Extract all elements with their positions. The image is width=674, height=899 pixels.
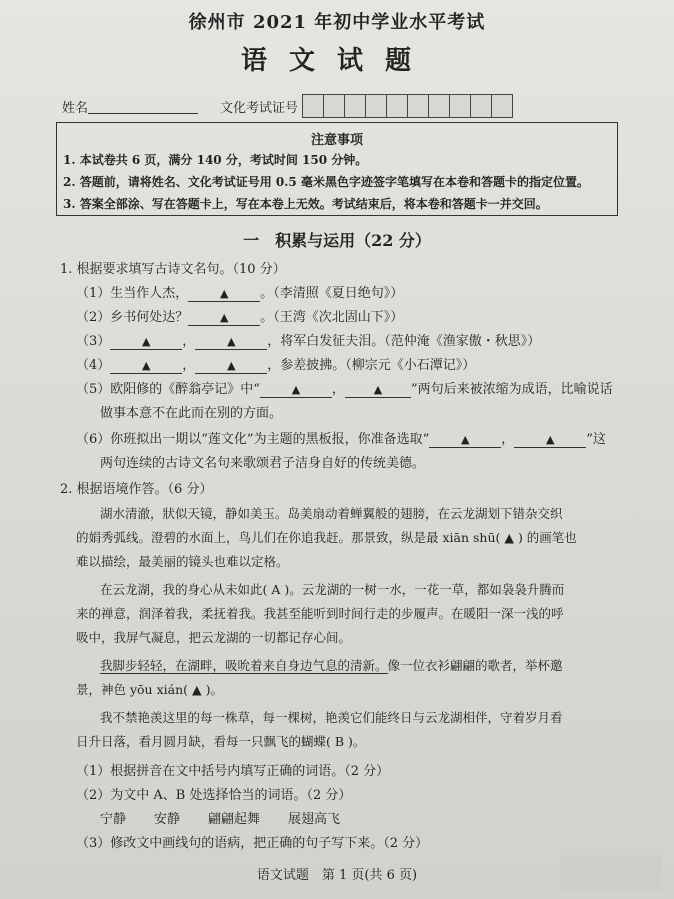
q1-item-4: （4） ▲ ， ▲ ，参差披拂。（柳宗元《小石潭记》）	[76, 358, 476, 373]
id-digit-box[interactable]	[449, 94, 470, 118]
q1-item-6: （6）你班拟出一期以“莲文化”为主题的黑板报，你准备选取“ ▲ ， ▲ ”这	[76, 432, 606, 447]
passage-line: 景，神色 yōu xián( ▲ )。	[76, 682, 223, 697]
option: 翩翩起舞	[208, 812, 261, 827]
passage-line: 湖水清澈，狀似天镜，静如美玉。岛美扇动着蝉翼般的翅膀，在云龙湖划下错杂交织	[100, 506, 563, 521]
answer-blank[interactable]: ▲	[260, 382, 332, 398]
answer-blank[interactable]: ▲	[345, 382, 411, 398]
answer-blank[interactable]: ▲	[195, 358, 267, 374]
answer-blank[interactable]: ▲	[429, 432, 501, 448]
id-digit-box[interactable]	[386, 94, 407, 118]
q1-item-6-cont: 两句连续的古诗文名句来歌颂君子洁身自好的传统美德。	[100, 456, 426, 471]
id-digit-box[interactable]	[470, 94, 491, 118]
passage-line: 的娟秀弧线。澄碧的水面上，鸟儿们在你追我赶。那景致，纵是最 xiān shū( ▲ ) 的画笔也	[76, 530, 577, 545]
notice-item: 2. 答题前，请将姓名、文化考试证号用 0.5 毫米黑色字迹签字笔填写在本卷和答题卡的指定位置。	[63, 175, 589, 189]
smudge-mark	[560, 855, 662, 891]
question-2-stem: 2. 根据语境作答。（6 分）	[60, 482, 213, 497]
notice-box	[56, 122, 618, 216]
q1-item-1: （1）生当作人杰， ▲ 。（李清照《夏日绝句》）	[76, 286, 404, 301]
q2-sub-1: （1）根据拼音在文中括号内填写正确的词语。（2 分）	[76, 764, 390, 779]
answer-blank[interactable]: ▲	[195, 334, 267, 350]
q1-item-5: （5）欧阳修的《醉翁亭记》中“ ▲ ， ▲ ”两句后来被浓缩为成语，比喻说话	[76, 382, 613, 397]
option: 宁静	[100, 812, 127, 827]
id-digit-box[interactable]	[302, 94, 323, 118]
name-field[interactable]	[88, 99, 198, 114]
candidate-info-row	[62, 94, 513, 118]
passage-line: 吸中，我屏气凝息，把云龙湖的一切都记存心间。	[76, 630, 352, 645]
notice-item: 3. 答案全部涂、写在答题卡上，写在本卷上无效。考试结束后，将本卷和答题卡一并交回。	[63, 197, 548, 211]
option: 安静	[154, 812, 181, 827]
q2-sub-3: （3）修改文中画线句的语病，把正确的句子写下来。（2 分）	[76, 836, 429, 851]
passage-line: 我不禁艳羡这里的每一株草，每一棵树，艳羡它们能终日与云龙湖相伴，守着岁月看	[100, 710, 563, 725]
id-digit-box[interactable]	[491, 94, 513, 118]
question-1-stem: 1. 根据要求填写古诗文名句。（10 分）	[60, 262, 286, 277]
q1-item-2: （2）乡书何处达？ ▲ 。（王湾《次北固山下》）	[76, 310, 404, 325]
id-digit-box[interactable]	[344, 94, 365, 118]
page-footer: 语文试题 第 1 页(共 6 页)	[256, 868, 418, 883]
q1-item-5-cont: 做事本意不在此而在别的方面。	[100, 406, 283, 421]
notice-title: 注意事项	[310, 133, 363, 148]
passage-line: 在云龙湖，我的身心从未如此( A )。云龙湖的一树一水，一花一草，都如袅袅升腾而	[100, 582, 565, 597]
id-digit-box[interactable]	[323, 94, 344, 118]
underlined-sentence: 我脚步轻轻，在湖畔，吸吮着来自身边气息的清新。	[100, 658, 388, 673]
passage-line: 日升日落，看月圆月缺，看每一只飘飞的蝴蝶( B )。	[76, 734, 366, 749]
id-digit-box[interactable]	[365, 94, 386, 118]
passage-line: 我脚步轻轻，在湖畔，吸吮着来自身边气息的清新。像一位衣衫翩翩的歌者，举杯邀	[100, 658, 563, 673]
id-number-boxes[interactable]	[302, 94, 513, 118]
answer-blank[interactable]: ▲	[110, 334, 182, 350]
id-digit-box[interactable]	[428, 94, 449, 118]
q1-item-3: （3） ▲ ， ▲ ，将军白发征夫泪。（范仲淹《渔家傲・秋思》）	[76, 334, 541, 349]
answer-blank[interactable]: ▲	[188, 286, 260, 302]
notice-item: 1. 本试卷共 6 页，满分 140 分，考试时间 150 分钟。	[63, 153, 368, 167]
answer-blank[interactable]: ▲	[110, 358, 182, 374]
name-label: 姓名	[62, 100, 89, 116]
passage-line: 难以描绘，最美丽的镜头也难以定格。	[76, 554, 289, 569]
option: 展翅高飞	[288, 812, 341, 827]
answer-blank[interactable]: ▲	[188, 310, 260, 326]
exam-title: 徐州市 2021 年初中学业水平考试	[188, 12, 486, 33]
q2-options	[100, 808, 340, 827]
section-title: 一 积累与运用（22 分）	[243, 231, 431, 250]
id-label: 文化考试证号	[220, 100, 299, 116]
subject-title: 语文试题	[240, 46, 433, 76]
answer-blank[interactable]: ▲	[514, 432, 586, 448]
passage-line: 来的禅意，润泽着我，柔抚着我。我甚至能听到时间行走的步履声。在暖阳一深一浅的呼	[76, 606, 564, 621]
q2-sub-2: （2）为文中 A、B 处选择恰当的词语。（2 分）	[76, 788, 352, 803]
id-digit-box[interactable]	[407, 94, 428, 118]
